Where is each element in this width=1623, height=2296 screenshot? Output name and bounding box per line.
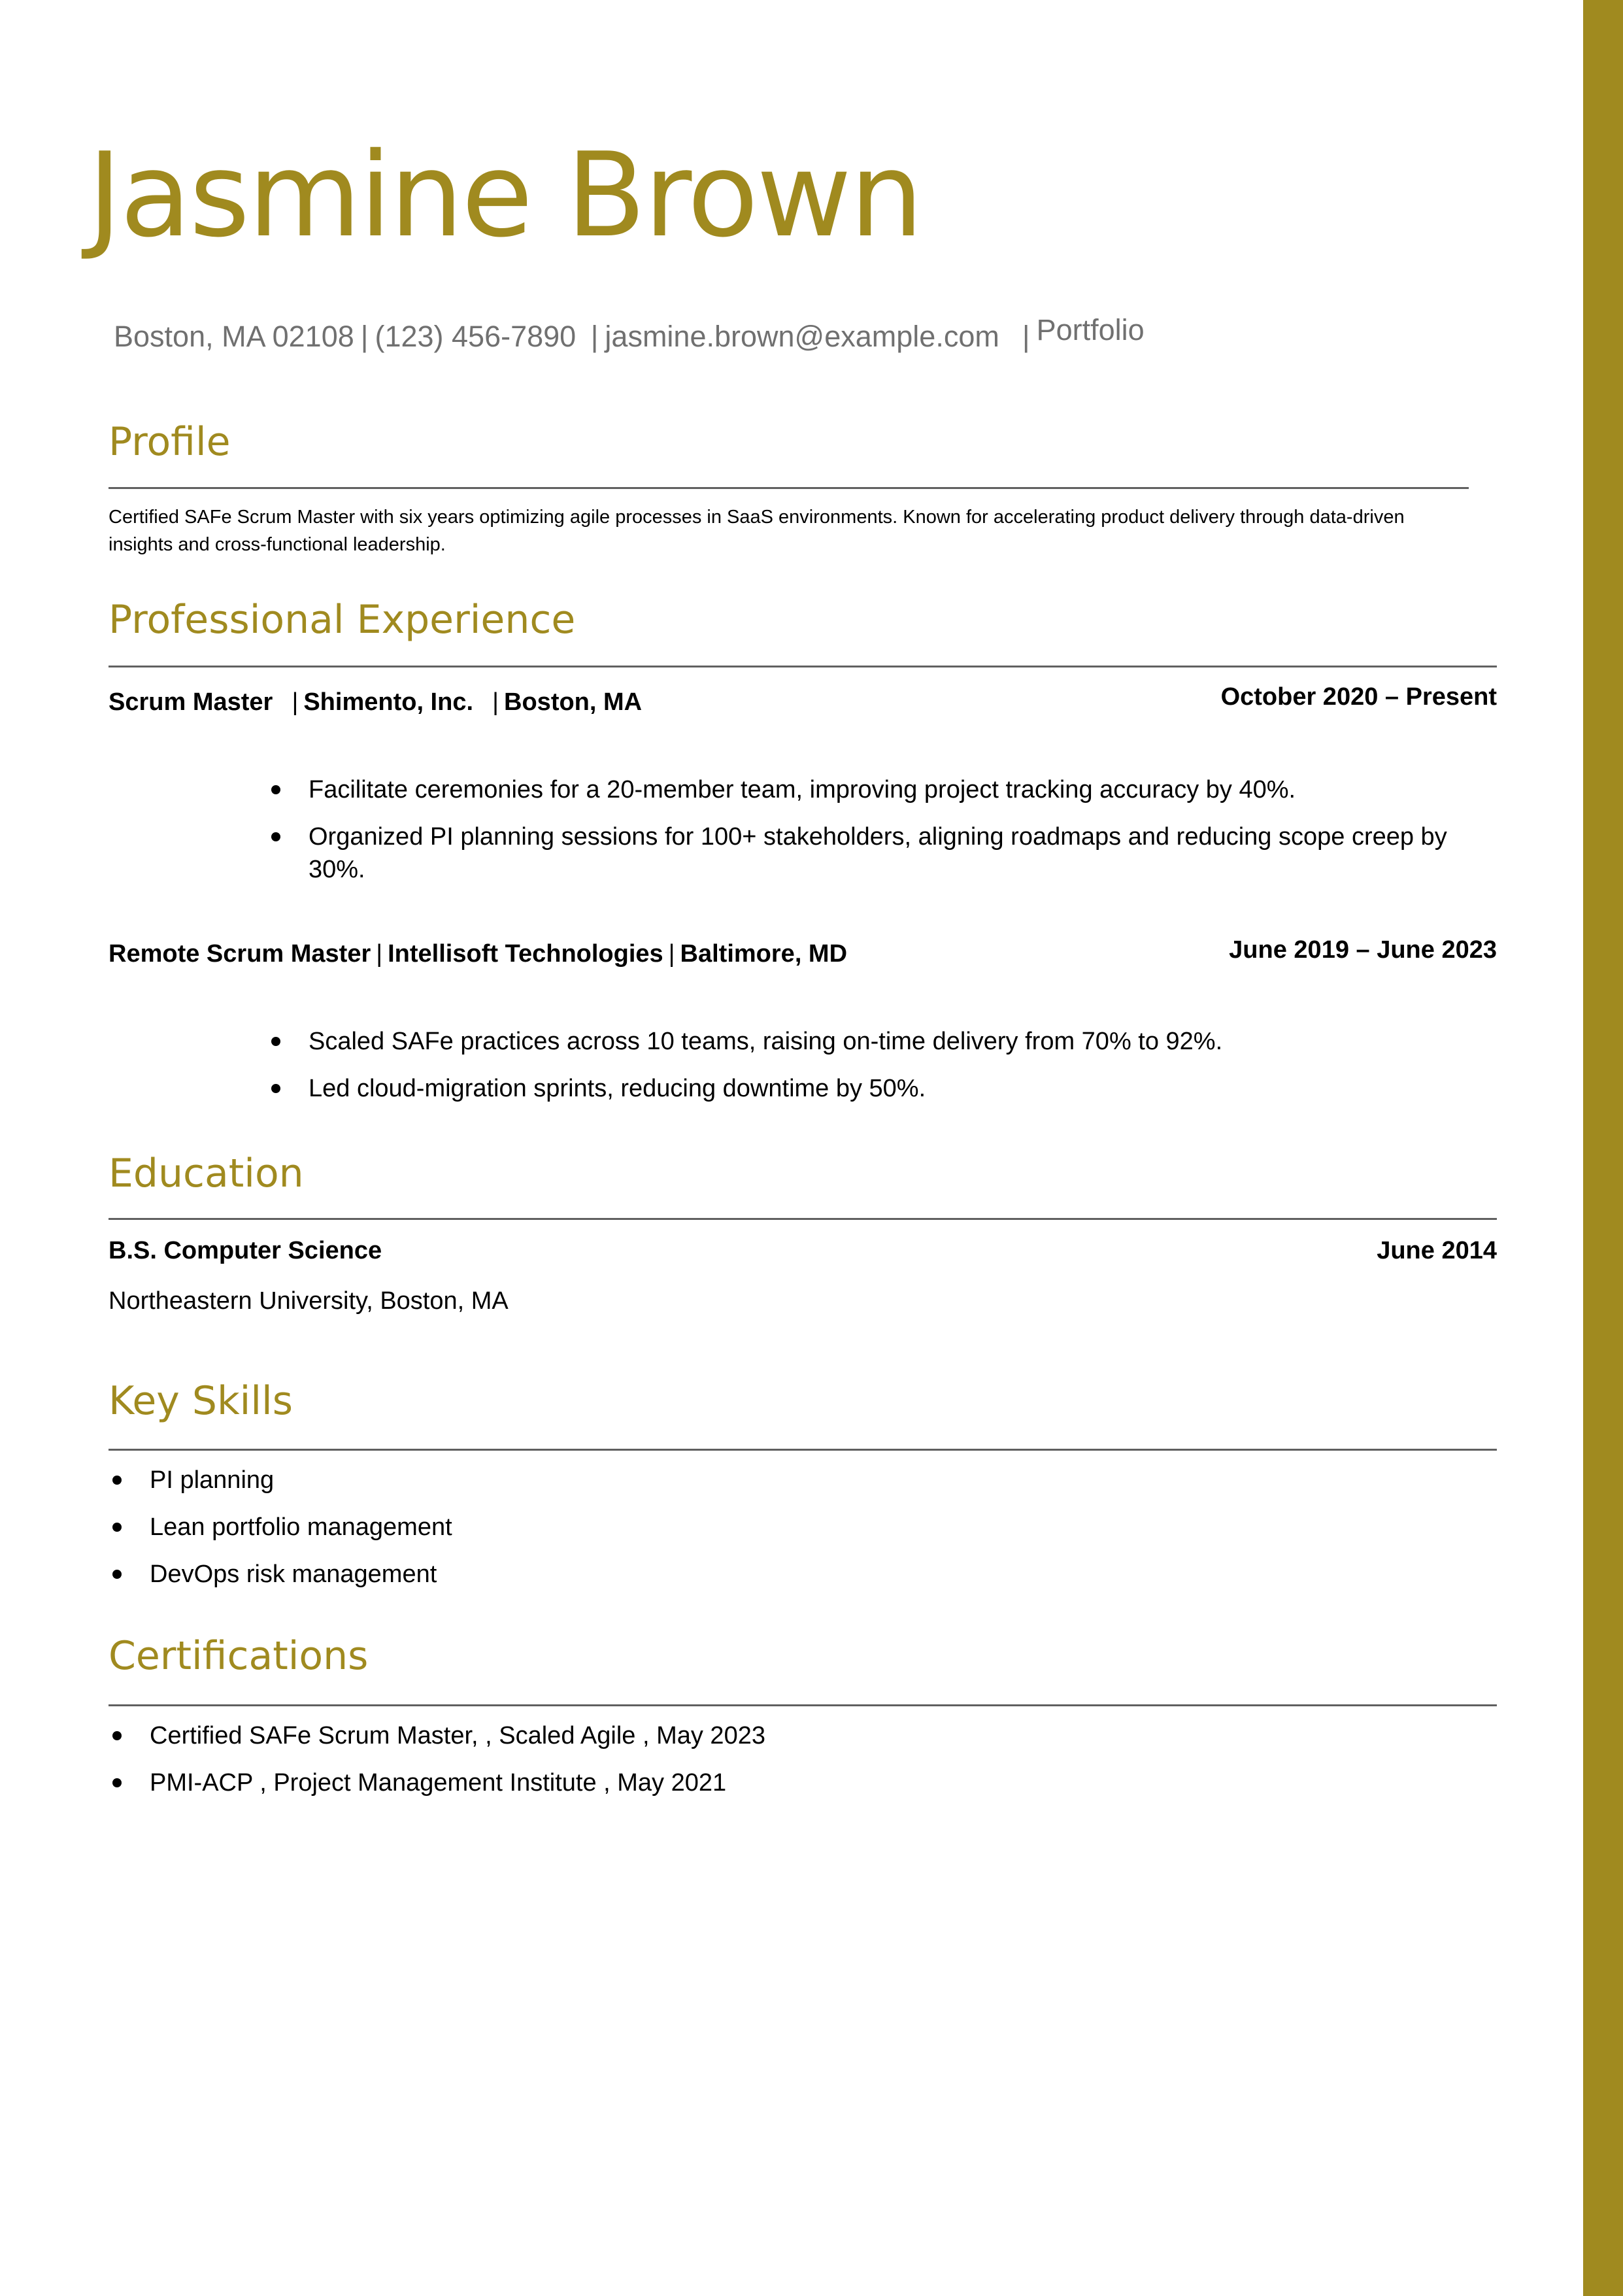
- list-item: Lean portfolio management: [150, 1511, 1457, 1544]
- job-separator: |: [292, 688, 299, 716]
- skills-list: [150, 1464, 1457, 1605]
- job-header: [109, 688, 642, 718]
- section-title-education: Education: [109, 1151, 304, 1196]
- job-bullet-list: [309, 1025, 1485, 1119]
- section-divider: [109, 487, 1469, 489]
- list-item: DevOps risk management: [150, 1558, 1457, 1591]
- list-item: PMI-ACP , Project Management Institute , May 2021: [150, 1766, 1457, 1799]
- section-title-certifications: Certifications: [109, 1633, 369, 1679]
- job-separator: |: [492, 688, 499, 716]
- portfolio-link[interactable]: Portfolio: [1036, 313, 1145, 346]
- section-divider: [109, 1704, 1497, 1706]
- education-date: June 2014: [1377, 1237, 1497, 1264]
- job-role: Remote Scrum Master: [109, 940, 371, 968]
- job-company: Shimento, Inc.: [303, 688, 474, 716]
- list-item: Led cloud-migration sprints, reducing downtime by 50%.: [309, 1072, 1485, 1105]
- section-title-profile: Profile: [109, 419, 231, 465]
- job-location: Boston, MA: [504, 688, 643, 716]
- section-divider: [109, 666, 1497, 667]
- list-item: Facilitate ceremonies for a 20-member team, improving project tracking accuracy by 40%.: [309, 773, 1485, 806]
- accent-side-bar: [1583, 0, 1623, 2296]
- education-school: Northeastern University, Boston, MA: [109, 1287, 509, 1315]
- section-divider: [109, 1218, 1497, 1220]
- job-header: [109, 939, 847, 970]
- candidate-name: Jasmine Brown: [88, 127, 922, 263]
- list-item: Organized PI planning sessions for 100+ stakeholders, aligning roadmaps and reducing scope creep by 30%.: [309, 820, 1485, 886]
- contact-email[interactable]: jasmine.brown@example.com: [605, 320, 999, 353]
- contact-phone: (123) 456-7890: [375, 320, 577, 353]
- job-location: Baltimore, MD: [680, 940, 848, 968]
- certifications-list: [150, 1719, 1457, 1814]
- list-item: Certified SAFe Scrum Master, , Scaled Agile , May 2023: [150, 1719, 1457, 1752]
- job-separator: |: [668, 940, 675, 968]
- list-item: PI planning: [150, 1464, 1457, 1496]
- contact-separator: |: [590, 320, 599, 353]
- job-dates: October 2020 – Present: [1220, 683, 1497, 711]
- job-bullet-list: [309, 773, 1485, 900]
- section-title-experience: Professional Experience: [109, 597, 576, 643]
- contact-location: Boston, MA 02108: [114, 320, 354, 353]
- contact-line: [114, 313, 1145, 354]
- section-divider: [109, 1449, 1497, 1451]
- contact-separator: |: [1022, 320, 1030, 353]
- contact-separator: |: [360, 320, 369, 353]
- section-title-skills: Key Skills: [109, 1378, 293, 1424]
- list-item: Scaled SAFe practices across 10 teams, raising on-time delivery from 70% to 92%.: [309, 1025, 1485, 1058]
- education-degree: B.S. Computer Science: [109, 1237, 382, 1264]
- job-company: Intellisoft Technologies: [388, 940, 663, 968]
- job-role: Scrum Master: [109, 688, 273, 716]
- profile-summary: Certified SAFe Scrum Master with six years optimizing agile processes in SaaS environments. Known for accelerating product delivery through data-driven insights and cross-functional leadership.: [109, 507, 1405, 555]
- job-separator: |: [376, 940, 383, 968]
- job-dates: June 2019 – June 2023: [1229, 936, 1497, 964]
